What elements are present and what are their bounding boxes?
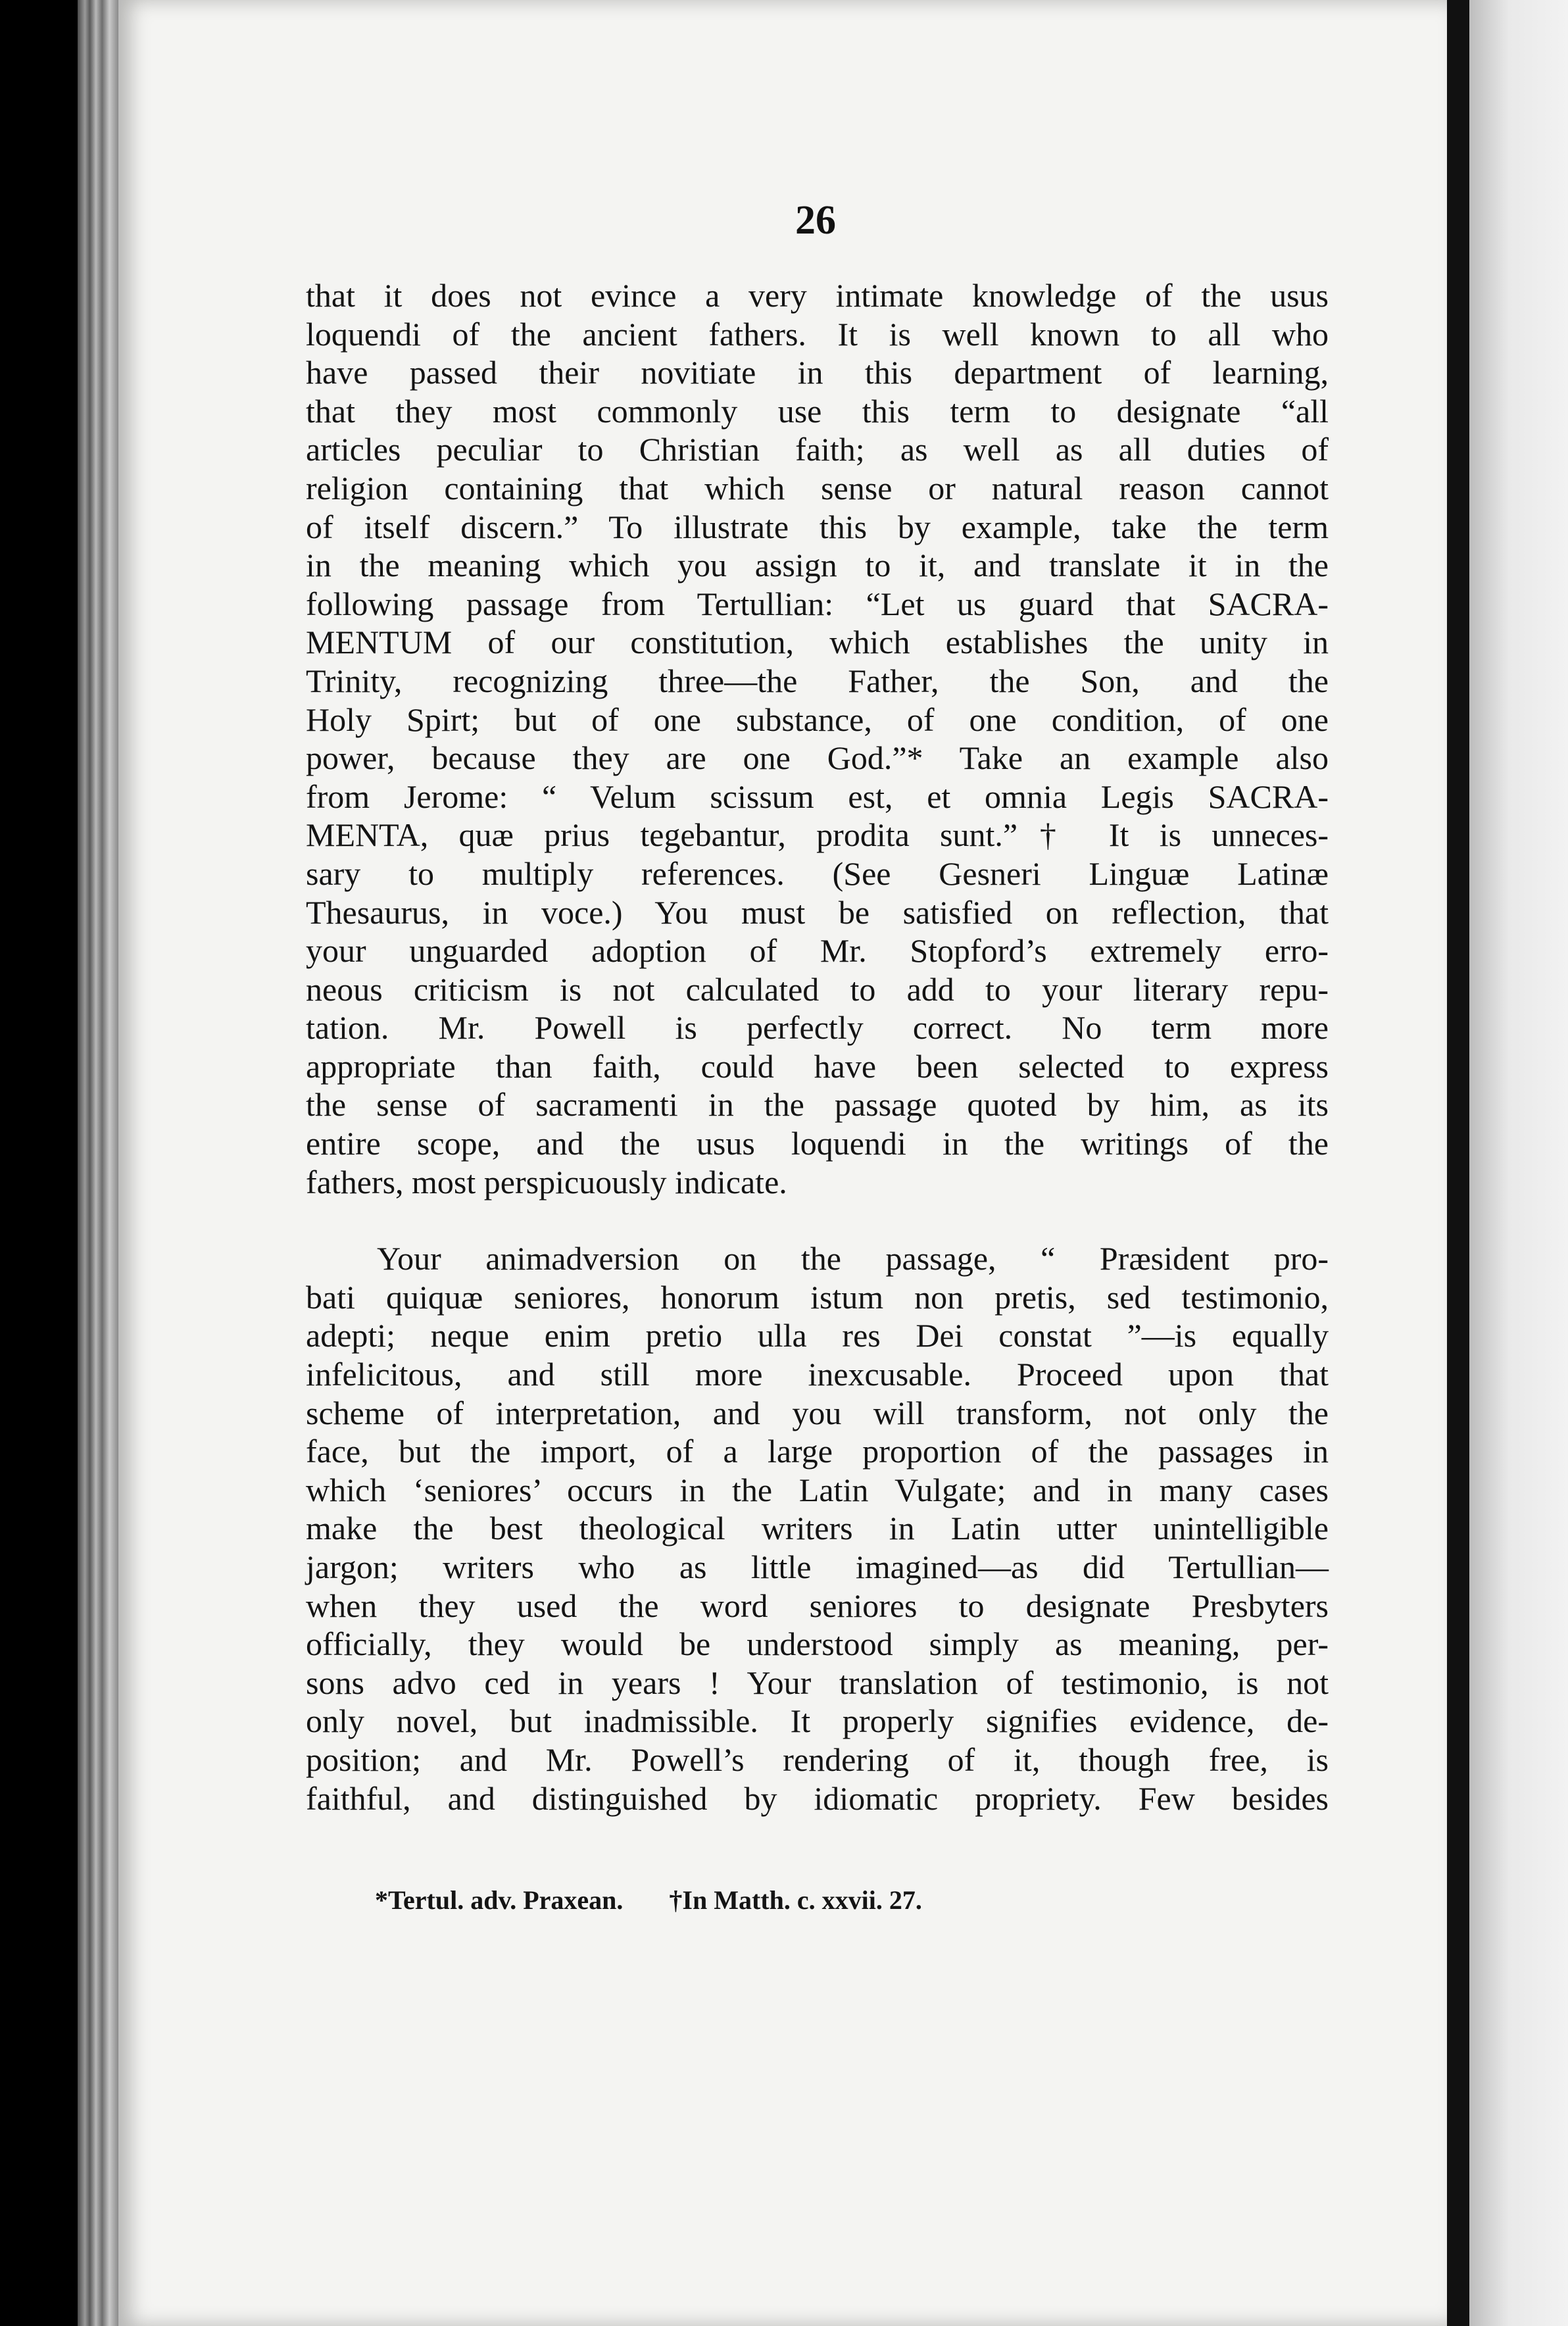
next-page-edge (1469, 0, 1568, 2326)
text-line: Your animadversion on the passage, “ Præsident pro- (377, 1240, 1329, 1277)
body-text (306, 276, 1329, 1818)
text-line: make the best theological writers in Latin utter unintelligible (306, 1510, 1329, 1547)
text-line: power, because they are one God.”* Take an example also (306, 739, 1329, 777)
text-line: appropriate than faith, could have been selected to express (306, 1047, 1329, 1085)
text-line: in the meaning which you assign to it, and translate it in the (306, 547, 1329, 584)
text-line: have passed their novitiate in this department of learning, (306, 354, 1329, 391)
text-line: the sense of sacramenti in the passage quoted by him, as its (306, 1086, 1329, 1124)
footnotes (375, 1885, 1230, 1916)
text-line: MENTA, quæ prius tegebantur, prodita sunt.”† It is unneces- (306, 816, 1329, 854)
footnote-1: *Tertul. adv. Praxean. (375, 1885, 624, 1915)
text-line: Trinity, recognizing three—the Father, the Son, and the (306, 662, 1329, 699)
text-line: sary to multiply references. (See Gesneri Linguæ Latinæ (306, 854, 1329, 892)
text-line: adepti; neque enim pretio ulla res Dei constat ”—is equally (306, 1317, 1329, 1354)
text-line: jargon; writers who as little imagined—as did Tertullian— (306, 1548, 1329, 1585)
text-line: Thesaurus, in voce.) You must be satisfied on reflection, that (306, 893, 1329, 931)
text-line: which ‘seniores’ occurs in the Latin Vulgate; and in many cases (306, 1471, 1329, 1508)
text-line: your unguarded adoption of Mr. Stopford’s extremely erro- (306, 932, 1329, 970)
text-line: Holy Spirt; but of one substance, of one condition, of one (306, 701, 1329, 738)
paragraph-gap (306, 1201, 1329, 1239)
text-line: tation. Mr. Powell is perfectly correct. No term more (306, 1009, 1329, 1047)
text-line: only novel, but inadmissible. It properly signifies evidence, de- (306, 1702, 1329, 1740)
footnote-2: †In Matth. c. xxvii. 27. (669, 1885, 922, 1915)
text-line: scheme of interpretation, and you will transform, not only the (306, 1394, 1329, 1431)
text-line: officially, they would be understood simply as meaning, per- (306, 1625, 1329, 1663)
text-line: from Jerome: “ Velum scissum est, et omnia Legis SACRA- (306, 778, 1329, 815)
text-line: sons advo ced in years ! Your translation of testimonio, is not (306, 1664, 1329, 1701)
text-line: when they used the word seniores to designate Presbyters (306, 1587, 1329, 1624)
text-line: following passage from Tertullian: “Let us guard that SACRA- (306, 585, 1329, 622)
scan-left-margin (0, 0, 78, 2326)
text-line: faithful, and distinguished by idiomatic propriety. Few besides (306, 1779, 1329, 1817)
text-line: face, but the import, of a large proportion of the passages in (306, 1433, 1329, 1470)
page-number: 26 (795, 198, 836, 243)
text-line: entire scope, and the usus loquendi in the writings of the (306, 1125, 1329, 1162)
text-line: MENTUM of our constitution, which establishes the unity in (306, 624, 1329, 661)
text-line: that it does not evince a very intimate knowledge of the usus (306, 277, 1329, 314)
page-gutter (1447, 0, 1469, 2326)
text-line: bati quiquæ seniores, honorum istum non pretis, sed testimonio, (306, 1278, 1329, 1316)
text-line: loquendi of the ancient fathers. It is well known to all who (306, 315, 1329, 353)
text-line: of itself discern.” To illustrate this by example, take the term (306, 508, 1329, 545)
text-line: neous criticism is not calculated to add to your literary repu- (306, 970, 1329, 1008)
text-line: articles peculiar to Christian faith; as well as all duties of (306, 431, 1329, 468)
text-line: fathers, most perspicuously indicate. (306, 1163, 787, 1200)
text-line: that they most commonly use this term to designate “all (306, 392, 1329, 430)
book-spine (78, 0, 118, 2326)
text-line: position; and Mr. Powell’s rendering of it, though free, is (306, 1741, 1329, 1778)
text-line: infelicitous, and still more inexcusable. Proceed upon that (306, 1356, 1329, 1393)
text-line: religion containing that which sense or natural reason cannot (306, 469, 1329, 507)
